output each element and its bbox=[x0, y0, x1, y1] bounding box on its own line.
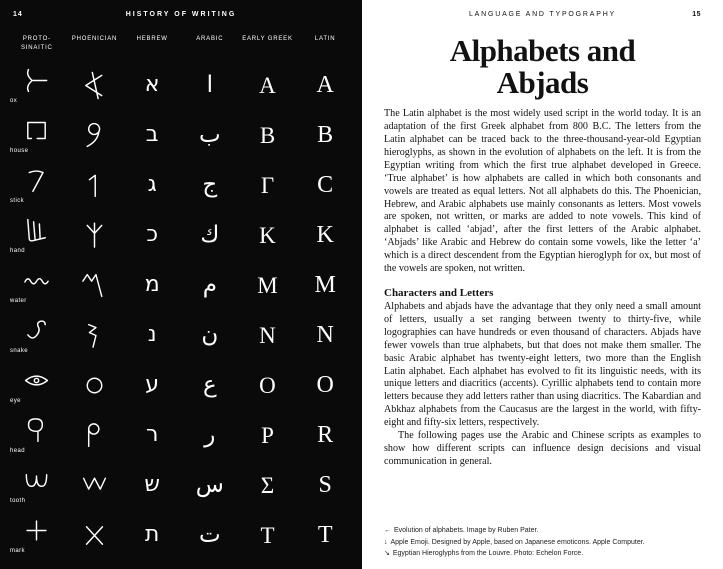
cell-phoenician-eye bbox=[66, 360, 124, 410]
column-header-early-greek: EARLY GREEK bbox=[242, 36, 293, 42]
cell-proto-tooth bbox=[8, 460, 66, 510]
caption-evolution bbox=[384, 525, 645, 536]
cell-latin-water: M bbox=[314, 272, 336, 298]
cell-hebrew-head: ר bbox=[145, 422, 159, 447]
phoenician-mark-glyph-icon bbox=[80, 521, 109, 550]
cell-arabic-head: ر bbox=[204, 421, 216, 448]
row-label-mark: mark bbox=[10, 548, 25, 554]
proto-stick-glyph-icon bbox=[22, 166, 51, 195]
cell-proto-ox bbox=[8, 60, 66, 110]
down-right-arrow-icon: ↘ bbox=[384, 549, 390, 557]
cell-arabic-mark: ت bbox=[199, 521, 221, 548]
proto-mark-glyph-icon bbox=[22, 516, 51, 545]
cell-proto-head bbox=[8, 410, 66, 460]
cell-proto-snake bbox=[8, 310, 66, 360]
row-label-head: head bbox=[10, 448, 25, 454]
cell-phoenician-mark bbox=[66, 510, 124, 560]
cell-hebrew-house: ב bbox=[145, 122, 159, 147]
cell-latin-hand: K bbox=[316, 222, 334, 248]
cell-greek-eye: Ο bbox=[259, 372, 276, 398]
column-header-proto-sinaitic: PROTO-SINAITIC bbox=[20, 36, 53, 51]
cell-phoenician-house bbox=[66, 110, 124, 160]
phoenician-eye-glyph-icon bbox=[80, 371, 109, 400]
cell-proto-mark bbox=[8, 510, 66, 560]
cell-greek-stick: Γ bbox=[260, 172, 275, 198]
cell-arabic-ox: ا bbox=[206, 71, 214, 98]
column-header-phoenician: PHOENICIAN bbox=[71, 36, 118, 42]
cell-latin-ox: A bbox=[316, 72, 334, 98]
cell-greek-house: Β bbox=[259, 122, 276, 148]
section-heading: Characters and Letters bbox=[384, 287, 494, 299]
cell-greek-tooth: Σ bbox=[260, 472, 275, 498]
down-arrow-icon: ↓ bbox=[384, 538, 388, 546]
cell-hebrew-snake: נ bbox=[147, 322, 157, 347]
right-page-number: 15 bbox=[692, 11, 701, 18]
cell-hebrew-hand: כ bbox=[146, 222, 158, 247]
right-page-header bbox=[384, 11, 701, 23]
cell-greek-hand: Κ bbox=[259, 222, 276, 248]
phoenician-ox-glyph-icon bbox=[80, 71, 109, 100]
section-paragraph: Alphabets and abjads have the advantage that they only need a small amount of letters, usually a set ranging between twenty to thirty-five, while logographies can have hundreds or even thousand of characters. Abjads have fewer vowels than true alphabets, but that does not make them smaller. The basic Arabic alphabet has twenty-eight letters, two more than the English Latin alphabet. Each alphabet has evolved to fit its linguistic needs, with its unique letters and diacritics (accents). Cyrillic alphabets tend to contain more letters because they add letters rather than using diacritics. The Kabardian and Abkhaz alphabets from the Caucasus are the largest in the world, with fifty-eight and fifty-six letters, respectively. bbox=[384, 301, 701, 429]
cell-proto-hand bbox=[8, 210, 66, 260]
cell-phoenician-snake bbox=[66, 310, 124, 360]
cell-latin-house: B bbox=[317, 122, 334, 148]
left-page-header bbox=[0, 0, 362, 27]
right-running-header: LANGUAGE AND TYPOGRAPHY bbox=[468, 11, 617, 18]
cell-hebrew-tooth: ש bbox=[144, 472, 160, 497]
closing-paragraph: The following pages use the Arabic and Chinese scripts as examples to show how different scripts can influence design decisions and visual communication in general. bbox=[384, 430, 701, 467]
cell-latin-eye: O bbox=[316, 372, 334, 398]
proto-snake-glyph-icon bbox=[22, 316, 51, 345]
cell-latin-snake: N bbox=[316, 322, 334, 348]
alphabet-evolution-table bbox=[0, 35, 362, 560]
phoenician-house-glyph-icon bbox=[80, 121, 109, 150]
cell-latin-head: R bbox=[317, 422, 334, 448]
cell-latin-tooth: S bbox=[318, 472, 332, 498]
caption-hieroglyphs bbox=[384, 548, 645, 559]
row-label-house: house bbox=[10, 148, 29, 154]
left-page-number: 14 bbox=[13, 11, 23, 18]
cell-latin-mark: T bbox=[317, 522, 333, 548]
phoenician-water-glyph-icon bbox=[80, 271, 109, 300]
cell-proto-stick bbox=[8, 160, 66, 210]
cell-greek-water: Μ bbox=[257, 272, 278, 298]
proto-ox-glyph-icon bbox=[22, 66, 51, 95]
proto-head-glyph-icon bbox=[22, 416, 51, 445]
cell-phoenician-stick bbox=[66, 160, 124, 210]
cell-arabic-tooth: س bbox=[195, 471, 224, 498]
cell-arabic-house: ب bbox=[199, 121, 221, 148]
row-label-eye: eye bbox=[10, 398, 21, 404]
caption-text: Evolution of alphabets. Image by Ruben Pater. bbox=[394, 527, 539, 535]
row-label-water: water bbox=[10, 298, 27, 304]
cell-hebrew-ox: א bbox=[144, 72, 160, 97]
cell-proto-eye bbox=[8, 360, 66, 410]
cell-hebrew-eye: ע bbox=[145, 372, 160, 397]
cell-proto-water bbox=[8, 260, 66, 310]
proto-house-glyph-icon bbox=[22, 116, 51, 145]
row-label-tooth: tooth bbox=[10, 498, 26, 504]
page-title: Alphabets and Abjads bbox=[449, 33, 636, 100]
row-label-stick: stick bbox=[10, 198, 24, 204]
row-label-ox: ox bbox=[10, 98, 18, 104]
cell-greek-snake: Ν bbox=[259, 322, 276, 348]
cell-arabic-water: م bbox=[202, 271, 217, 298]
intro-paragraph: The Latin alphabet is the most widely used script in the world today. It is an adaptation of the first Greek alphabet from 800 B.C. The letters from the Latin alphabet can be traced back to the three-thousand-year-old Egyptian hieroglyphs, as shown in the evolution of alphabets on the left. It is from the Egyptian writing from which the first true alphabet developed in Greece. ‘True alphabet’ is how alphabets are called in which both consonants and vowels are treated as equal letters. Not all alphabets do this. The Phoenician, Hebrew, and Arabic alphabets use mainly consonants as letters. Most vowels are spoken, not written, or marks are added to note vowels. This kind of alphabet is called ‘abjad’, after the first letters of the Arabic alphabet. ‘Abjads’ like Arabic and Hebrew do contain some vowels, like the letter ‘a’ which is a direct descendent from the Egyptian hieroglyph for ox, but most of the vowels are spoken, not written. bbox=[384, 108, 701, 275]
proto-tooth-glyph-icon bbox=[22, 466, 51, 495]
proto-hand-glyph-icon bbox=[22, 216, 51, 245]
proto-eye-glyph-icon bbox=[22, 366, 51, 395]
cell-hebrew-mark: ת bbox=[144, 522, 160, 547]
caption-text: Apple Emoji. Designed by Apple, based on Japanese emoticons. Apple Computer. bbox=[390, 538, 645, 546]
row-label-hand: hand bbox=[10, 248, 25, 254]
left-running-header: HISTORY OF WRITING bbox=[125, 11, 237, 18]
cell-phoenician-water bbox=[66, 260, 124, 310]
cell-arabic-stick: ج bbox=[202, 171, 218, 198]
cell-phoenician-hand bbox=[66, 210, 124, 260]
cell-proto-house bbox=[8, 110, 66, 160]
phoenician-head-glyph-icon bbox=[80, 421, 109, 450]
phoenician-tooth-glyph-icon bbox=[80, 471, 109, 500]
cell-phoenician-tooth bbox=[66, 460, 124, 510]
cell-arabic-snake: ن bbox=[201, 321, 219, 348]
cell-hebrew-stick: ג bbox=[147, 172, 157, 197]
row-label-snake: snake bbox=[10, 348, 29, 354]
phoenician-snake-glyph-icon bbox=[80, 321, 109, 350]
caption-block bbox=[384, 525, 645, 559]
phoenician-hand-glyph-icon bbox=[80, 221, 109, 250]
cell-latin-stick: C bbox=[317, 172, 334, 198]
cell-phoenician-head bbox=[66, 410, 124, 460]
column-header-hebrew: HEBREW bbox=[136, 36, 168, 42]
left-arrow-icon: ← bbox=[384, 527, 391, 535]
column-header-arabic: ARABIC bbox=[196, 36, 224, 42]
phoenician-stick-glyph-icon bbox=[80, 171, 109, 200]
cell-greek-mark: Τ bbox=[260, 522, 275, 548]
right-page bbox=[362, 0, 723, 569]
cell-phoenician-ox bbox=[66, 60, 124, 110]
cell-arabic-hand: ك bbox=[200, 221, 220, 248]
caption-emoji bbox=[384, 537, 645, 548]
caption-text: Egyptian Hieroglyphs from the Louvre. Photo: Echelon Force. bbox=[392, 549, 584, 557]
cell-greek-ox: Α bbox=[259, 72, 276, 98]
column-header-latin: LATIN bbox=[314, 36, 336, 42]
proto-water-glyph-icon bbox=[22, 266, 51, 295]
cell-greek-head: Ρ bbox=[261, 422, 274, 448]
cell-hebrew-water: מ bbox=[144, 272, 160, 297]
cell-arabic-eye: ع bbox=[202, 371, 217, 398]
